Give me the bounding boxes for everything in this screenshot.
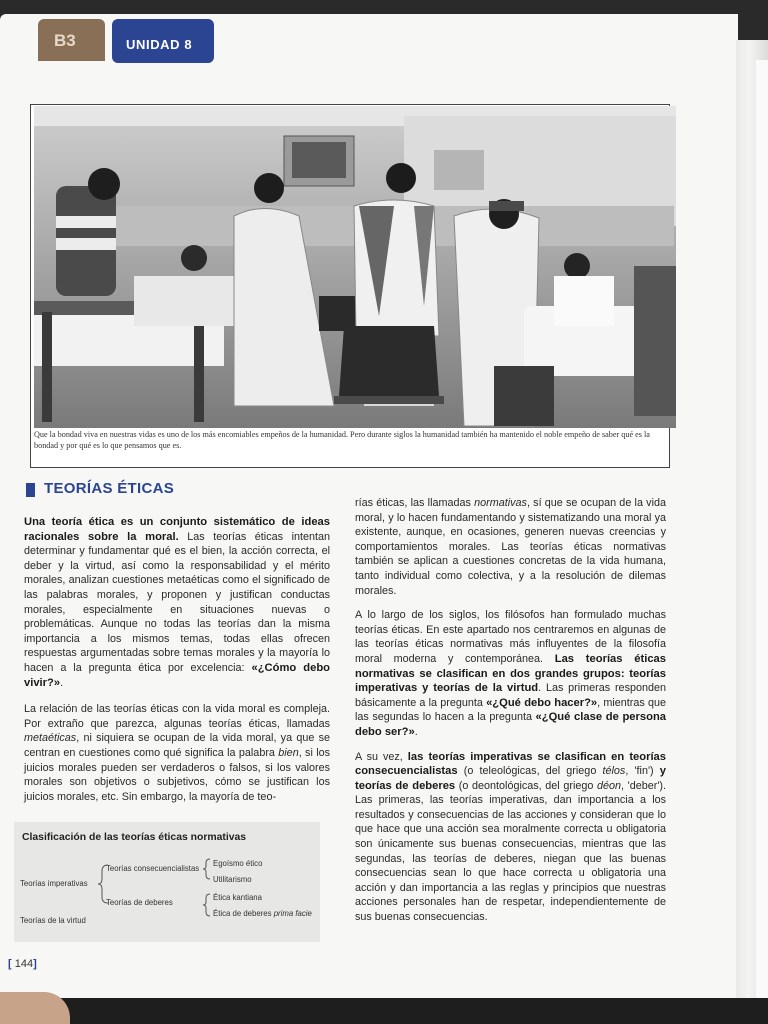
text-run: A su vez, [355,750,408,763]
node-utilitarismo: Utilitarismo [213,875,252,884]
page-stack-edge-outer [756,60,768,1024]
leaf-text: Ética de deberes [213,909,274,918]
period: . [414,725,418,738]
text-run: , si los juicios morales pueden ser verdaderos o falsos, si los valores morales son objetivos o subjetivos, cómo se justifican los juicios morales, etc. Sin embargo, la mayoría de teo- [24,746,330,803]
bracket-left: [ [8,958,12,970]
text-run: , 'fin') [625,765,660,778]
section-title: TEORÍAS ÉTICAS [44,480,175,497]
node-kantiana: Ética kantiana [213,893,262,902]
paragraph-definition [24,515,330,690]
hospital-photo [34,106,676,428]
text-run: , mientras que las segundas lo hacen a la pregunta [355,696,666,724]
term-normativas: normativas [474,497,527,509]
text-run: La relación de las teorías éticas con la vida moral es compleja. Por extraño que parezca, algunas teorías éticas, llamadas [24,703,330,730]
text-run: (o teleológicas, del griego [457,765,603,778]
thumb [0,992,70,1024]
period: . [60,676,64,689]
definition-text: Las teorías éticas intentan determinar y fundamentar qué es el bien, la acción correcta, el deber y la virtud, así como la responsabilidad y el mérito morales, analizan cuestiones metaéticas como el significado de las palabras morales, y proponen y justifican conductas morales, especialmente en situaciones nuevas o problemáticas. Aunque no todas las teorías dan la misma importancia a los mismos temas, todas ellas ofrecen respuestas argumentadas sobre temas morales y la mayoría lo hacen a la pregunta ética por excelencia: [24,530,330,674]
paragraph-history [355,608,666,739]
classification-title: Clasificación de las teorías éticas normativas [22,832,247,843]
text-run: rías éticas, las llamadas [355,497,475,509]
bracket-right: ] [33,958,37,970]
node-prima-facie [213,909,312,918]
column-right [355,496,666,935]
node-deberes: Teorías de deberes [106,898,173,907]
term-metaeticas: metaéticas [24,732,77,745]
text-run: (o deontológicas, del griego [455,779,597,792]
node-consecuencialistas: Teorías consecuencialistas [106,864,200,873]
scan-background [0,998,768,1024]
term-telos: télos [602,765,626,778]
page-number-value: 144 [14,958,34,970]
question-be: «¿Qué clase de persona debo ser?» [355,711,666,738]
photo-caption: Que la bondad viva en nuestras vidas es uno de los más encomiables empeños de la humanidad. Pero durante siglos la humanidad también ha mantenido el noble empeño de saber qué es la bondad y por qué es lo que pensamos que es. [34,430,650,450]
node-imperativas: Teorías imperativas [20,879,88,888]
text-run: , sí que se ocupan de la vida moral, y lo hacen fundamentando y sistematizando una moral ya existente, aunque, en ocasiones, generen nuevas creencias y comportamientos morales. Las teorías éticas normativas también se aplican a cuestiones concretas de la vida humana, tanto individual como colectiva, y a la resolución de dilemas morales. [355,497,666,597]
paragraph-normativas [355,496,666,598]
column-left [24,515,330,814]
unit-badge: UNIDAD 8 [112,19,214,63]
leaf-italic: prima facie [273,909,312,918]
text-run: , 'deber'). Las primeras, las teorías imperativas, dan importancia a los resultados y consecuencias de las acciones y consideran que lo que hace que una acción sea moralmente correcta u obligatoria son únicamente sus buenas consecuencias, mientras que las segundas, las teorías de deberes, niegan que las buenas consecuencias sean lo que hace correcta u obligatoria una acción y dan importancia a las reglas y principios que nuestras acciones personales han de respetar, independientemente de sus buenas consecuencias. [355,779,666,924]
paragraph-relation [24,702,330,804]
node-virtud: Teorías de la virtud [20,916,86,925]
bold-run: Las teorías éticas normativas se clasifican en dos grandes grupos: teorías imperativas y teorías de la virtud [355,652,667,695]
question-do: «¿Qué debo hacer?» [486,696,598,709]
key-question: «¿Cómo debo vivir?» [24,661,330,689]
text-run: . Las primeras responden básicamente a la pregunta [355,682,666,709]
text-run: A lo largo de los siglos, los filósofos han formulado muchas teorías éticas. En este apartado nos centraremos en algunas de las teorías éticas normativas más influyentes de la filosofía moral moderna y contemporánea. [355,609,666,665]
term-bien: bien [278,746,299,759]
node-egoismo: Egoísmo ético [213,859,263,868]
bold-run: las teorías imperativas se clasifican en teorías consecuencialistas [355,750,667,778]
text-run: , ni siquiera se ocupan de la vida moral, ya que se centran en cuestiones como qué significa la palabra [24,732,330,759]
heading-marker [26,483,35,497]
page-number [8,958,37,970]
bold-run: y teorías de deberes [355,765,667,792]
term-deon: déon [597,779,622,792]
paragraph-imperativas [355,750,666,925]
section-badge: B3 [38,19,105,61]
definition-bold: Una teoría ética es un conjunto sistemático de ideas racionales sobre la moral. [24,516,330,543]
